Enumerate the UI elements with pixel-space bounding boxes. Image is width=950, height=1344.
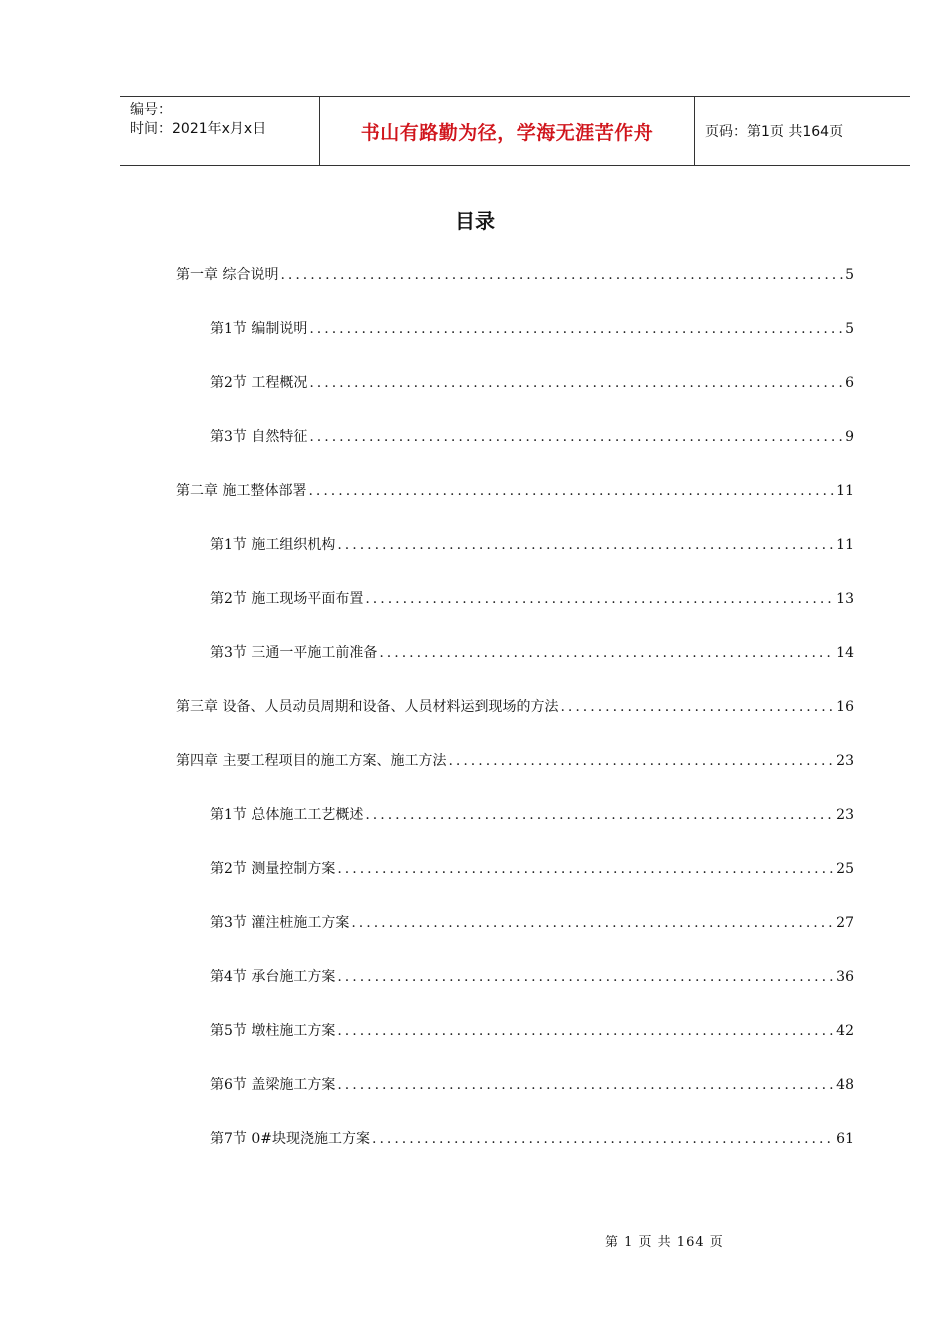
toc-entry-label: 第3节 灌注桩施工方案	[210, 915, 350, 931]
toc-entry-label: 第2节 施工现场平面布置	[210, 591, 364, 607]
toc-entry-label: 第2节 工程概况	[210, 375, 308, 391]
toc-entry-page: 61	[836, 1131, 854, 1147]
toc-entry[interactable]	[210, 590, 854, 608]
toc-entry-label: 第1节 施工组织机构	[210, 537, 336, 553]
page-footer: 第 1 页 共 164 页	[605, 1235, 724, 1250]
toc-entry-page: 11	[836, 483, 854, 499]
toc-entry[interactable]	[176, 266, 854, 284]
toc-entry-label: 第6节 盖梁施工方案	[210, 1077, 336, 1093]
toc-leader-dots	[379, 644, 834, 662]
toc-entry-page: 14	[836, 645, 854, 661]
toc-entry[interactable]	[176, 482, 854, 500]
toc-entry[interactable]	[210, 860, 854, 878]
toc-leader-dots	[448, 752, 834, 770]
toc-entry-label: 第三章 设备、人员动员周期和设备、人员材料运到现场的方法	[176, 699, 559, 715]
toc-entry[interactable]	[176, 698, 854, 716]
toc-entry[interactable]	[210, 428, 854, 446]
toc-leader-dots	[309, 320, 843, 338]
document-time: 时间：2021年x月x日	[130, 121, 267, 137]
toc-entry-page: 27	[836, 915, 854, 931]
toc-entry-label: 第四章 主要工程项目的施工方案、施工方法	[176, 753, 447, 769]
toc-leader-dots	[308, 482, 834, 500]
toc-entry-label: 第4节 承台施工方案	[210, 969, 336, 985]
toc-leader-dots	[337, 536, 834, 554]
toc-entry[interactable]	[210, 914, 854, 932]
toc-leader-dots	[309, 428, 843, 446]
toc-entry[interactable]	[210, 1130, 854, 1148]
header-motto: 书山有路勤为径，学海无涯苦作舟	[320, 97, 695, 165]
toc-entry-label: 第1节 编制说明	[210, 321, 308, 337]
header-page-info: 页码：第1页 共164页	[705, 124, 844, 140]
toc-entry-page: 16	[836, 699, 854, 715]
toc-leader-dots	[351, 914, 834, 932]
toc-entry-page: 6	[845, 375, 854, 391]
toc-entry-label: 第2节 测量控制方案	[210, 861, 336, 877]
toc-entry-label: 第5节 墩柱施工方案	[210, 1023, 336, 1039]
toc-leader-dots	[337, 1022, 834, 1040]
toc-entry[interactable]	[210, 374, 854, 392]
toc-entry-page: 13	[836, 591, 854, 607]
toc-entry[interactable]	[210, 644, 854, 662]
toc-entry[interactable]	[210, 968, 854, 986]
toc-leader-dots	[560, 698, 834, 716]
toc-title: 目录	[455, 209, 495, 233]
toc-entry[interactable]	[176, 752, 854, 770]
toc-leader-dots	[337, 968, 834, 986]
toc-leader-dots	[365, 806, 834, 824]
toc-leader-dots	[337, 860, 834, 878]
toc-entry-label: 第3节 自然特征	[210, 429, 308, 445]
toc-entry-label: 第7节 0#块现浇施工方案	[210, 1131, 370, 1147]
toc-entry-page: 23	[836, 807, 854, 823]
toc-entry[interactable]	[210, 806, 854, 824]
toc-leader-dots	[337, 1076, 834, 1094]
toc-entry[interactable]	[210, 1076, 854, 1094]
toc-leader-dots	[280, 266, 843, 284]
toc-entry-label: 第3节 三通一平施工前准备	[210, 645, 378, 661]
toc-leader-dots	[309, 374, 843, 392]
toc-entry-page: 48	[836, 1077, 854, 1093]
document-number-label: 编号：	[130, 102, 172, 118]
toc-leader-dots	[372, 1130, 834, 1148]
toc-entry[interactable]	[210, 320, 854, 338]
toc-leader-dots	[365, 590, 834, 608]
toc-entry-page: 25	[836, 861, 854, 877]
toc-entry-label: 第二章 施工整体部署	[176, 483, 307, 499]
toc-entry-page: 42	[836, 1023, 854, 1039]
toc-entry-label: 第1节 总体施工工艺概述	[210, 807, 364, 823]
toc-entry-page: 36	[836, 969, 854, 985]
toc-entry-page: 23	[836, 753, 854, 769]
toc-entry-page: 5	[845, 267, 854, 283]
toc-entry[interactable]	[210, 536, 854, 554]
toc-entry-page: 5	[845, 321, 854, 337]
toc-entry[interactable]	[210, 1022, 854, 1040]
toc-entry-page: 9	[845, 429, 854, 445]
toc-entry-page: 11	[836, 537, 854, 553]
toc-entry-label: 第一章 综合说明	[176, 267, 279, 283]
